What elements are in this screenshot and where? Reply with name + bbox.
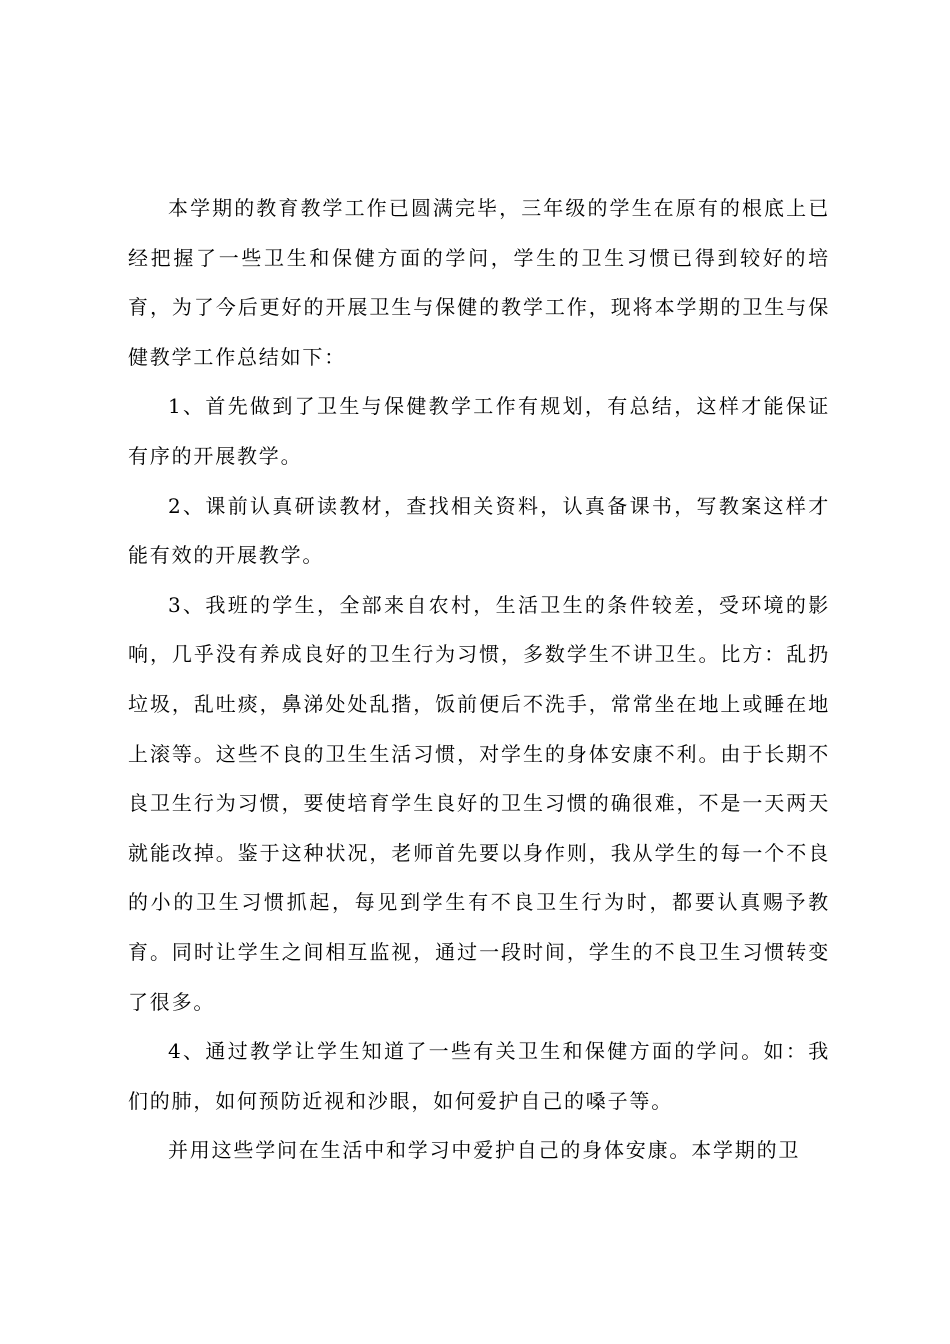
closing-paragraph: 并用这些学问在生活中和学习中爱护自己的身体安康。本学期的卫	[168, 1138, 801, 1163]
point-3-paragraph: 3、我班的学生，全部来自农村，生活卫生的条件较差，受环境的影响，几乎没有养成良好的卫生行为习惯，多数学生不讲卫生。比方：乱扔垃圾，乱吐痰，鼻涕处处乱揩，饭前便后不洗手，常常坐在地上或睡在地上滚等。这些不良的卫生生活习惯，对学生的身体安康不利。由于长期不良卫生行为习惯，要使培育学生良好的卫生习惯的确很难，不是一天两天就能改掉。鉴于这种状况，老师首先要以身作则，我从学生的每一个不良的小的卫生习惯抓起，每见到学生有不良卫生行为时，都要认真赐予教育。同时让学生之间相互监视，通过一段时间，学生的不良卫生习惯转变了很多。	[128, 592, 830, 1014]
point-4-paragraph: 4、通过教学让学生知道了一些有关卫生和保健方面的学问。如：我们的肺，如何预防近视和沙眼，如何爱护自己的嗓子等。	[128, 1039, 830, 1113]
document-page	[128, 184, 830, 1176]
intro-paragraph: 本学期的教育教学工作已圆满完毕，三年级的学生在原有的根底上已经把握了一些卫生和保健方面的学问，学生的卫生习惯已得到较好的培育，为了今后更好的开展卫生与保健的教学工作，现将本学期的卫生与保健教学工作总结如下：	[128, 196, 830, 369]
point-1-paragraph: 1、首先做到了卫生与保健教学工作有规划，有总结，这样才能保证有序的开展教学。	[128, 394, 830, 468]
point-2-paragraph: 2、课前认真研读教材，查找相关资料，认真备课书，写教案这样才能有效的开展教学。	[128, 493, 830, 568]
